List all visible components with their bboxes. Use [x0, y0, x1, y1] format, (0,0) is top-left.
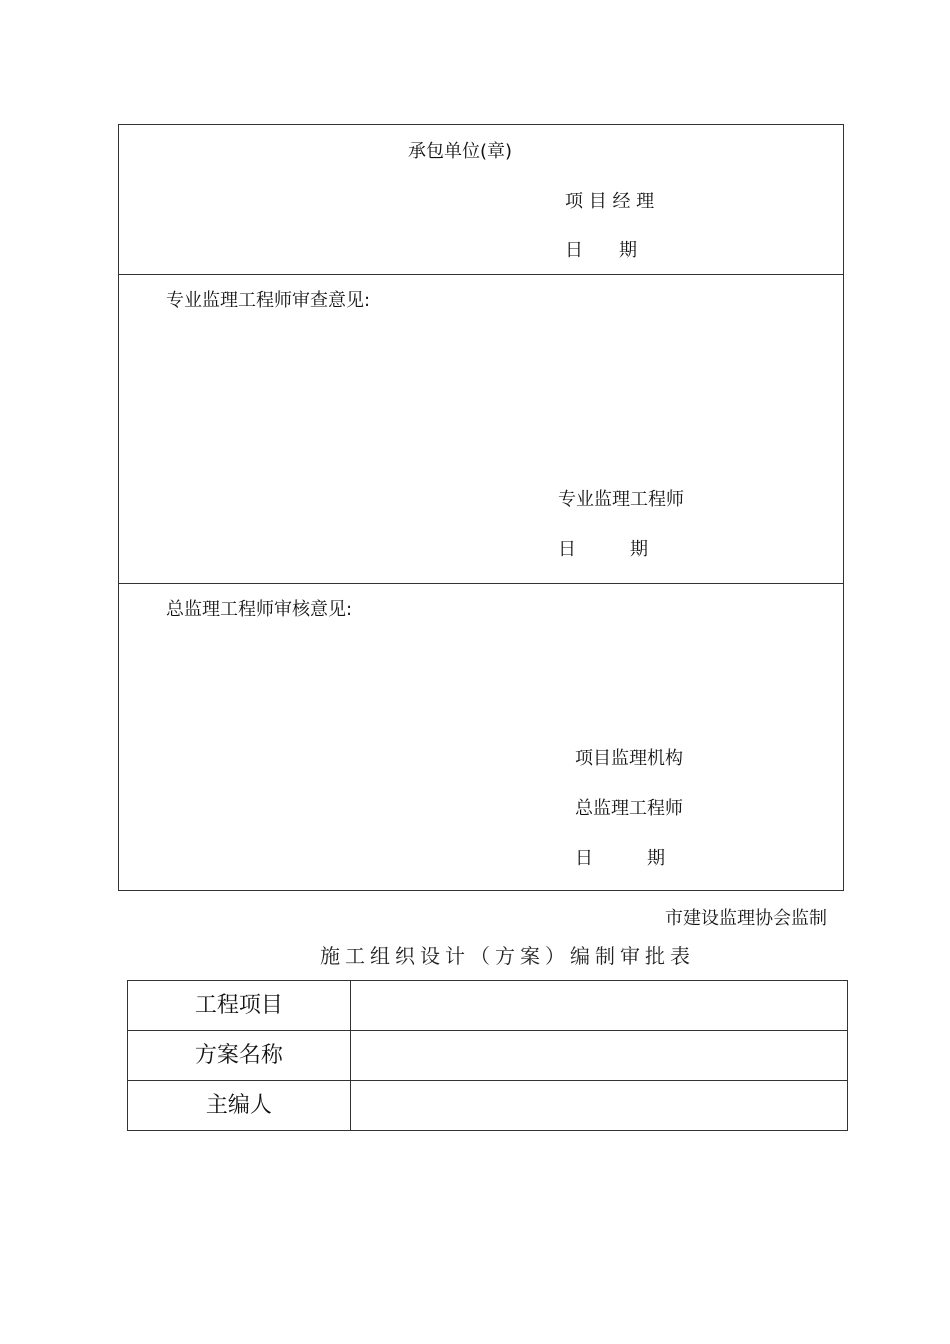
table-row [128, 1081, 848, 1131]
row-label-plan-name: 方案名称 [128, 1031, 351, 1081]
row-value-plan-name[interactable] [350, 1031, 847, 1081]
specialist-date-label: 日 期 [558, 539, 648, 560]
chief-review-section [119, 584, 843, 890]
row-label-chief-editor: 主编人 [128, 1081, 351, 1131]
approval-form [118, 124, 844, 891]
chief-review-heading: 总监理工程师审核意见: [166, 599, 353, 620]
contractor-seal-label: 承包单位(章) [408, 141, 513, 162]
approval-info-table [127, 980, 848, 1131]
footer-note: 市建设监理协会监制 [665, 908, 827, 929]
specialist-engineer-label: 专业监理工程师 [558, 489, 684, 510]
row-value-chief-editor[interactable] [350, 1081, 847, 1131]
doc-title: 施工组织设计（方案）编制审批表 [320, 944, 695, 968]
contractor-date-label: 日 期 [565, 240, 637, 261]
row-value-project[interactable] [350, 981, 847, 1031]
chief-engineer-label: 总监理工程师 [575, 798, 683, 819]
project-manager-label: 项 目 经 理 [565, 191, 655, 212]
chief-date-label: 日 期 [575, 848, 665, 869]
supervision-org-label: 项目监理机构 [575, 748, 683, 769]
table-row [128, 1031, 848, 1081]
table-row [128, 981, 848, 1031]
specialist-review-section [119, 275, 843, 584]
contractor-section [119, 125, 843, 275]
row-label-project: 工程项目 [128, 981, 351, 1031]
specialist-review-heading: 专业监理工程师审查意见: [166, 290, 371, 311]
